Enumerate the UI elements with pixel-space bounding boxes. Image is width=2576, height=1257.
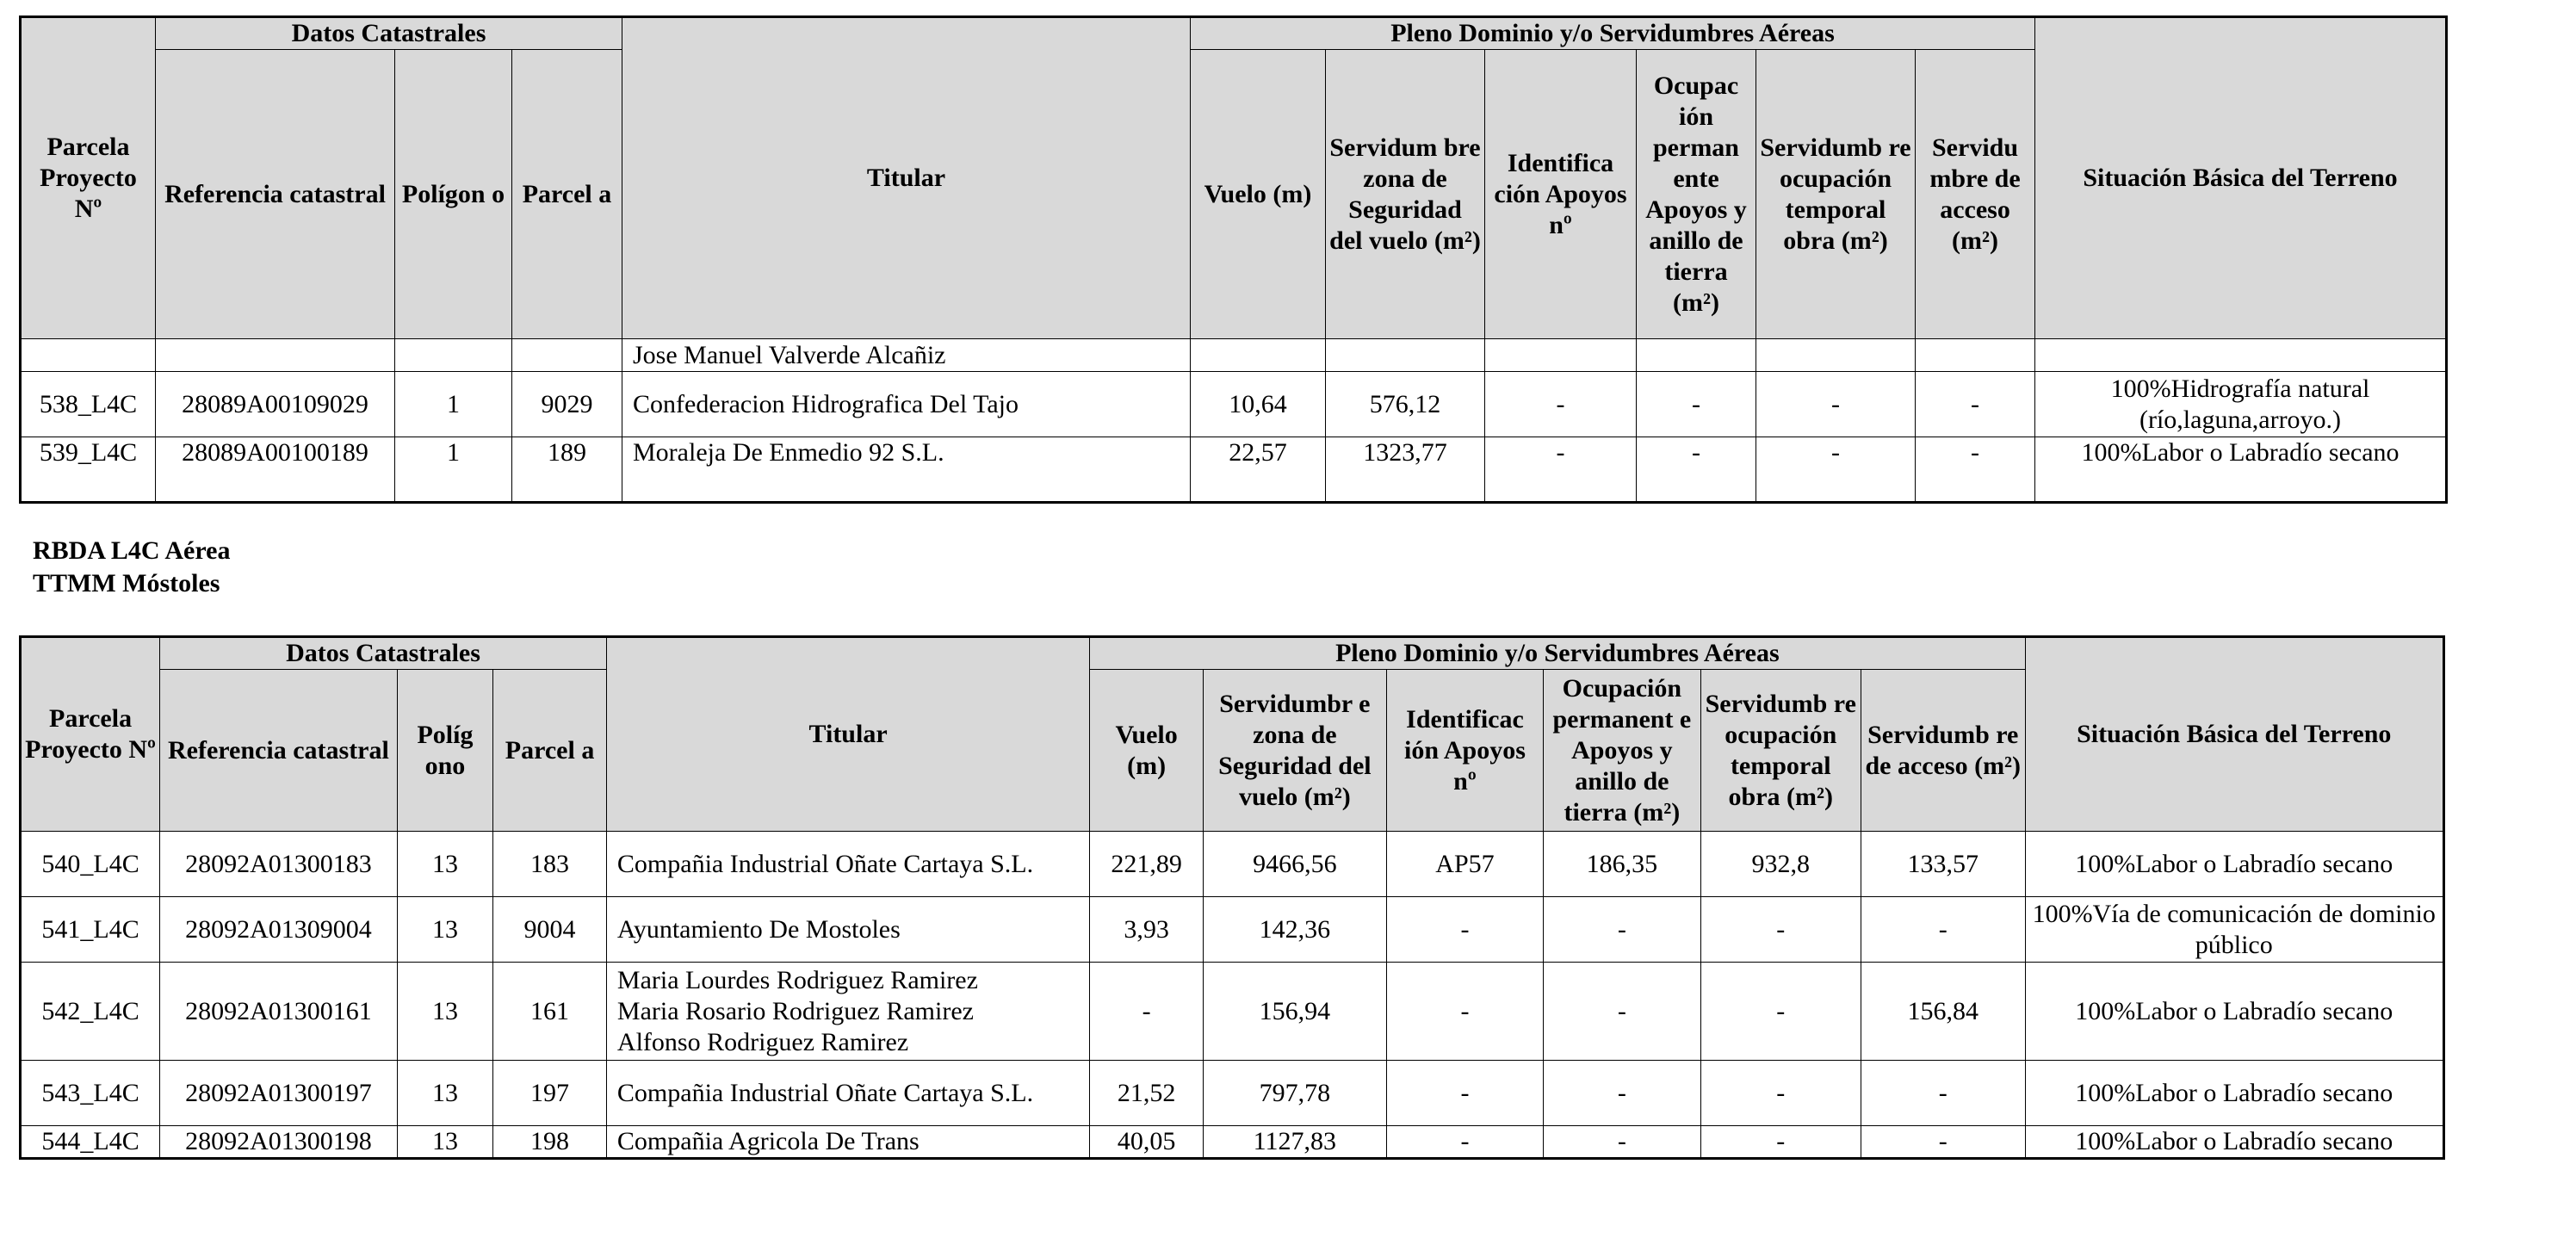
cell-servidumbre-temporal: - — [1700, 1061, 1861, 1126]
cell-vuelo: 3,93 — [1090, 897, 1204, 963]
cell-identificacion: - — [1485, 372, 1637, 437]
cell-referencia: 28092A01300198 — [160, 1126, 398, 1159]
cell-servidumbre-temporal: - — [1700, 897, 1861, 963]
header-poligono: Políg ono — [397, 670, 492, 832]
cell-situacion: 100%Labor o Labradío secano — [2025, 963, 2443, 1061]
table-row — [21, 372, 2447, 437]
table-row — [21, 832, 2444, 897]
cell-parcela-catastral: 183 — [493, 832, 607, 897]
cell-servidumbre-zona: 9466,56 — [1203, 832, 1386, 897]
header-servidumbre-acceso: Servidu mbre de acceso (m²) — [1916, 50, 2035, 339]
header-poligono: Polígon o — [395, 50, 512, 339]
cell-situacion: 100%Labor o Labradío secano — [2035, 437, 2447, 503]
cell-titular: Jose Manuel Valverde Alcañiz — [622, 339, 1191, 372]
cell-ocupacion: - — [1544, 1126, 1700, 1159]
parcel-table-1 — [19, 15, 2448, 504]
cell-vuelo — [1191, 339, 1326, 372]
cell-parcela-catastral: 9029 — [512, 372, 622, 437]
header-servidumbre-temporal: Servidumb re ocupación temporal obra (m²) — [1700, 670, 1861, 832]
cell-referencia: 28089A00109029 — [156, 372, 395, 437]
header-parcela: Parcela Proyecto Nº — [21, 637, 160, 832]
cell-servidumbre-zona: 156,94 — [1203, 963, 1386, 1061]
cell-vuelo: 10,64 — [1191, 372, 1326, 437]
cell-titular: Compañia Industrial Oñate Cartaya S.L. — [606, 832, 1089, 897]
cell-referencia: 28092A01300183 — [160, 832, 398, 897]
cell-ocupacion — [1637, 339, 1756, 372]
cell-parcela-catastral — [512, 339, 622, 372]
cell-referencia: 28089A00100189 — [156, 437, 395, 503]
cell-titular: Compañia Industrial Oñate Cartaya S.L. — [606, 1061, 1089, 1126]
cell-poligono: 13 — [397, 963, 492, 1061]
cell-parcela: 540_L4C — [21, 832, 160, 897]
cell-identificacion: - — [1386, 963, 1543, 1061]
cell-identificacion: - — [1386, 897, 1543, 963]
cell-servidumbre-acceso: 133,57 — [1861, 832, 2025, 897]
cell-vuelo: 221,89 — [1090, 832, 1204, 897]
cell-referencia: 28092A01300197 — [160, 1061, 398, 1126]
cell-servidumbre-acceso: 156,84 — [1861, 963, 2025, 1061]
cell-identificacion: - — [1485, 437, 1637, 503]
header-situacion: Situación Básica del Terreno — [2025, 637, 2443, 832]
cell-servidumbre-zona: 142,36 — [1203, 897, 1386, 963]
header-group-catastral: Datos Catastrales — [156, 17, 622, 50]
cell-poligono: 1 — [395, 372, 512, 437]
cell-servidumbre-temporal: 932,8 — [1700, 832, 1861, 897]
cell-situacion: 100%Labor o Labradío secano — [2025, 1061, 2443, 1126]
cell-ocupacion: 186,35 — [1544, 832, 1700, 897]
header-identificacion: Identifica ción Apoyos nº — [1485, 50, 1637, 339]
cell-vuelo: 22,57 — [1191, 437, 1326, 503]
cell-identificacion: - — [1386, 1061, 1543, 1126]
cell-situacion: 100%Labor o Labradío secano — [2025, 1126, 2443, 1159]
table-row — [21, 963, 2444, 1061]
cell-referencia: 28092A01309004 — [160, 897, 398, 963]
cell-parcela-catastral: 161 — [493, 963, 607, 1061]
cell-situacion — [2035, 339, 2447, 372]
cell-servidumbre-acceso: - — [1861, 897, 2025, 963]
cell-titular: Compañia Agricola De Trans — [606, 1126, 1089, 1159]
cell-ocupacion: - — [1544, 963, 1700, 1061]
header-titular: Titular — [606, 637, 1089, 832]
header-servidumbre-zona: Servidum bre zona de Seguridad del vuelo (m²) — [1326, 50, 1485, 339]
cell-identificacion: - — [1386, 1126, 1543, 1159]
cell-parcela: 543_L4C — [21, 1061, 160, 1126]
cell-servidumbre-zona — [1326, 339, 1485, 372]
cell-servidumbre-temporal — [1756, 339, 1916, 372]
cell-parcela: 538_L4C — [21, 372, 156, 437]
cell-vuelo: 40,05 — [1090, 1126, 1204, 1159]
cell-titular: Ayuntamiento De Mostoles — [606, 897, 1089, 963]
cell-parcela-catastral: 9004 — [493, 897, 607, 963]
cell-poligono: 13 — [397, 1126, 492, 1159]
table-row — [21, 339, 2447, 372]
cell-titular: Confederacion Hidrografica Del Tajo — [622, 372, 1191, 437]
cell-situacion: 100%Hidrografía natural (río,laguna,arroyo.) — [2035, 372, 2447, 437]
cell-vuelo: - — [1090, 963, 1204, 1061]
header-titular: Titular — [622, 17, 1191, 339]
cell-ocupacion: - — [1544, 1061, 1700, 1126]
header-referencia: Referencia catastral — [156, 50, 395, 339]
cell-referencia — [156, 339, 395, 372]
cell-ocupacion: - — [1637, 372, 1756, 437]
header-parcela-catastral: Parcel a — [493, 670, 607, 832]
table-row — [21, 1061, 2444, 1126]
cell-titular: Moraleja De Enmedio 92 S.L. — [622, 437, 1191, 503]
cell-parcela: 539_L4C — [21, 437, 156, 503]
cell-poligono: 13 — [397, 1061, 492, 1126]
header-ocupacion: Ocupación permanent e Apoyos y anillo de tierra (m²) — [1544, 670, 1700, 832]
cell-servidumbre-acceso — [1916, 339, 2035, 372]
table-row — [21, 1126, 2444, 1159]
cell-situacion: 100%Vía de comunicación de dominio público — [2025, 897, 2443, 963]
header-servidumbre-zona: Servidumbr e zona de Seguridad del vuelo (m²) — [1203, 670, 1386, 832]
cell-servidumbre-acceso: - — [1916, 372, 2035, 437]
header-group-pleno: Pleno Dominio y/o Servidumbres Aéreas — [1191, 17, 2035, 50]
cell-parcela — [21, 339, 156, 372]
header-group-catastral: Datos Catastrales — [160, 637, 607, 670]
header-situacion: Situación Básica del Terreno — [2035, 17, 2447, 339]
cell-situacion: 100%Labor o Labradío secano — [2025, 832, 2443, 897]
cell-poligono: 13 — [397, 897, 492, 963]
cell-parcela: 541_L4C — [21, 897, 160, 963]
header-identificacion: Identificac ión Apoyos nº — [1386, 670, 1543, 832]
cell-servidumbre-temporal: - — [1700, 963, 1861, 1061]
cell-servidumbre-acceso: - — [1861, 1061, 2025, 1126]
cell-identificacion: AP57 — [1386, 832, 1543, 897]
cell-poligono — [395, 339, 512, 372]
municipality-title: TTMM Móstoles — [33, 569, 220, 598]
cell-servidumbre-acceso: - — [1861, 1126, 2025, 1159]
header-vuelo: Vuelo (m) — [1191, 50, 1326, 339]
cell-vuelo: 21,52 — [1090, 1061, 1204, 1126]
cell-servidumbre-temporal: - — [1756, 437, 1916, 503]
header-servidumbre-temporal: Servidumb re ocupación temporal obra (m²) — [1756, 50, 1916, 339]
header-servidumbre-acceso: Servidumb re de acceso (m²) — [1861, 670, 2025, 832]
cell-parcela-catastral: 198 — [493, 1126, 607, 1159]
cell-servidumbre-zona: 1323,77 — [1326, 437, 1485, 503]
cell-titular: Maria Lourdes Rodriguez Ramirez Maria Rosario Rodriguez Ramirez Alfonso Rodriguez Ramirez — [606, 963, 1089, 1061]
header-parcela: Parcela Proyecto Nº — [21, 17, 156, 339]
cell-poligono: 13 — [397, 832, 492, 897]
header-ocupacion: Ocupac ión perman ente Apoyos y anillo de tierra (m²) — [1637, 50, 1756, 339]
parcel-table-2 — [19, 635, 2445, 1160]
cell-ocupacion: - — [1544, 897, 1700, 963]
cell-servidumbre-zona: 797,78 — [1203, 1061, 1386, 1126]
cell-parcela: 544_L4C — [21, 1126, 160, 1159]
cell-servidumbre-zona: 1127,83 — [1203, 1126, 1386, 1159]
header-parcela-catastral: Parcel a — [512, 50, 622, 339]
header-vuelo: Vuelo (m) — [1090, 670, 1204, 832]
section-title: RBDA L4C Aérea — [33, 536, 231, 565]
cell-parcela-catastral: 197 — [493, 1061, 607, 1126]
cell-poligono: 1 — [395, 437, 512, 503]
cell-identificacion — [1485, 339, 1637, 372]
table-row — [21, 437, 2447, 503]
cell-parcela-catastral: 189 — [512, 437, 622, 503]
table-row — [21, 897, 2444, 963]
cell-ocupacion: - — [1637, 437, 1756, 503]
cell-servidumbre-acceso: - — [1916, 437, 2035, 503]
cell-servidumbre-temporal: - — [1756, 372, 1916, 437]
cell-referencia: 28092A01300161 — [160, 963, 398, 1061]
cell-servidumbre-temporal: - — [1700, 1126, 1861, 1159]
cell-parcela: 542_L4C — [21, 963, 160, 1061]
header-referencia: Referencia catastral — [160, 670, 398, 832]
header-group-pleno: Pleno Dominio y/o Servidumbres Aéreas — [1090, 637, 2025, 670]
cell-servidumbre-zona: 576,12 — [1326, 372, 1485, 437]
